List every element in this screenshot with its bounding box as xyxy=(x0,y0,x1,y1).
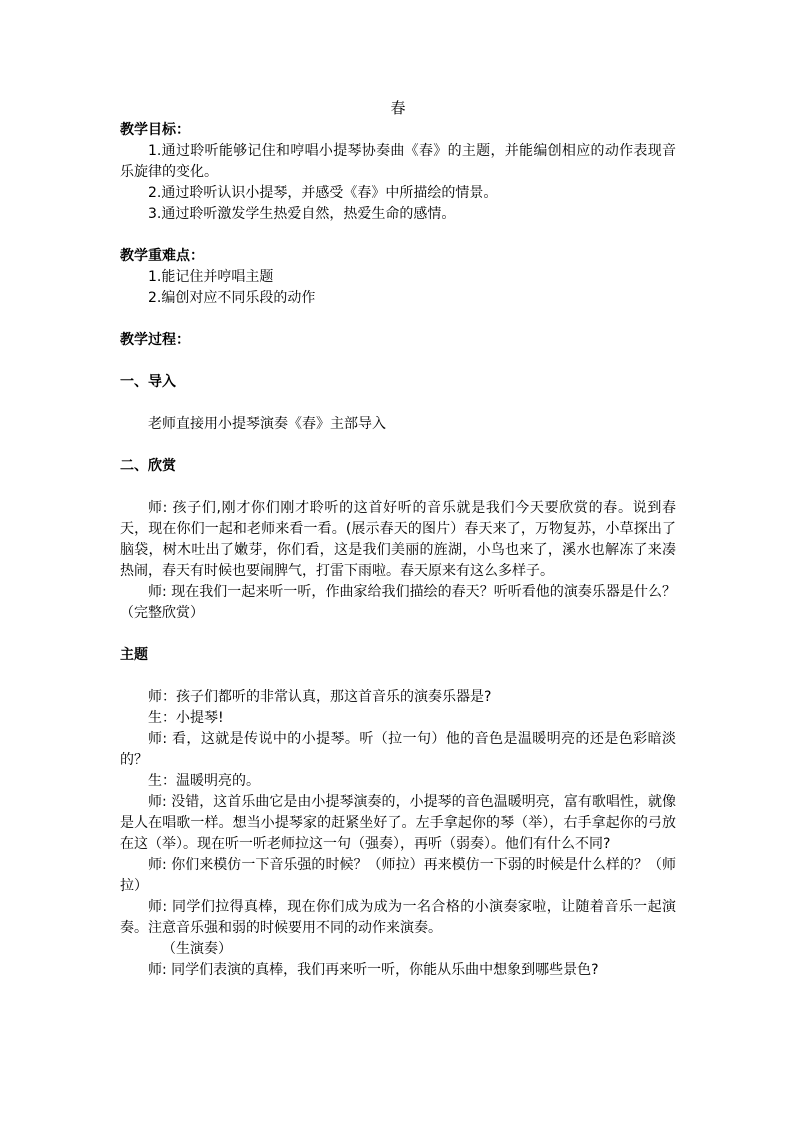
theme-paragraph: 生：温暖明亮的。 xyxy=(148,773,260,789)
keypoint-item: 1.能记住并哼唱主题 xyxy=(148,269,274,285)
theme-paragraph: 师: 没错，这首乐曲它是由小提琴演奏的，小提琴的音色温暖明亮，富有歌唱性，就像是人在唱歌一样。想当小提琴家的赶紧坐好了。左手拿起你的琴（举），右手拿起你的弓放在这（举）。现在听一听老师拉这一句（强奏），再听（弱奏）。他们有什么不同? xyxy=(120,794,676,852)
theme-paragraph: 师: 看，这就是传说中的小提琴。听（拉一句）他的音色是温暖明亮的还是色彩暗淡的？ xyxy=(120,731,676,768)
keypoints-heading: 教学重难点： xyxy=(120,248,204,264)
spacer xyxy=(120,225,676,246)
appreciation-paragraph: 师: 孩子们,刚才你们刚才聆听的这首好听的音乐就是我们今天要欣赏的春。说到春天，现在你们一起和老师来看一看。(展示春天的图片）春天来了，万物复苏，小草探出了脑袋，树木吐出了嫩芽，你们看，这是我们美丽的旌湖，小鸟也来了，溪水也解冻了来凑热闹，春天有时候也要闹脾气，打雷下雨啦。春天原来有这么多样子。 xyxy=(120,500,676,579)
theme-paragraph: 生：小提琴! xyxy=(148,710,224,726)
theme-paragraph: 师: 你们来模仿一下音乐强的时候？（师拉）再来模仿一下弱的时候是什么样的？（师拉） xyxy=(120,857,676,894)
doc-title: 春 xyxy=(390,99,406,117)
spacer xyxy=(120,393,676,414)
section-heading-theme: 主题 xyxy=(120,647,148,663)
intro-text: 老师直接用小提琴演奏《春》主部导入 xyxy=(148,416,386,432)
spacer xyxy=(120,666,676,687)
document-page xyxy=(120,96,676,981)
keypoint-item: 2.编创对应不同乐段的动作 xyxy=(148,290,316,306)
theme-paragraph: （生演奏） xyxy=(162,941,232,957)
goal-item: 1.通过聆听能够记住和哼唱小提琴协奏曲《春》的主题，并能编创相应的动作表现音乐旋律的变化。 xyxy=(120,143,676,180)
theme-paragraph: 师：孩子们都听的非常认真，那这首音乐的演奏乐器是? xyxy=(148,689,492,705)
process-heading: 教学过程： xyxy=(120,332,190,348)
theme-paragraph: 师: 同学们拉得真棒，现在你们成为成为一名合格的小演奏家啦，让随着音乐一起演奏。注意音乐强和弱的时候要用不同的动作来演奏。 xyxy=(120,899,676,936)
spacer xyxy=(120,351,676,372)
section-heading-intro: 一、导入 xyxy=(120,374,176,390)
goal-item: 2.通过聆听认识小提琴，并感受《春》中所描绘的情景。 xyxy=(148,185,498,201)
goals-heading: 教学目标： xyxy=(120,122,190,138)
spacer xyxy=(120,435,676,456)
spacer xyxy=(120,624,676,645)
section-heading-appreciation: 二、欣赏 xyxy=(120,458,176,474)
spacer xyxy=(120,477,676,498)
theme-paragraph: 师: 同学们表演的真棒，我们再来听一听，你能从乐曲中想象到哪些景色? xyxy=(148,962,599,978)
goal-item: 3.通过聆听激发学生热爱自然，热爱生命的感情。 xyxy=(148,206,456,222)
appreciation-paragraph: 师: 现在我们一起来听一听，作曲家给我们描绘的春天？听听看他的演奏乐器是什么？（完整欣赏） xyxy=(120,584,676,621)
spacer xyxy=(120,309,676,330)
